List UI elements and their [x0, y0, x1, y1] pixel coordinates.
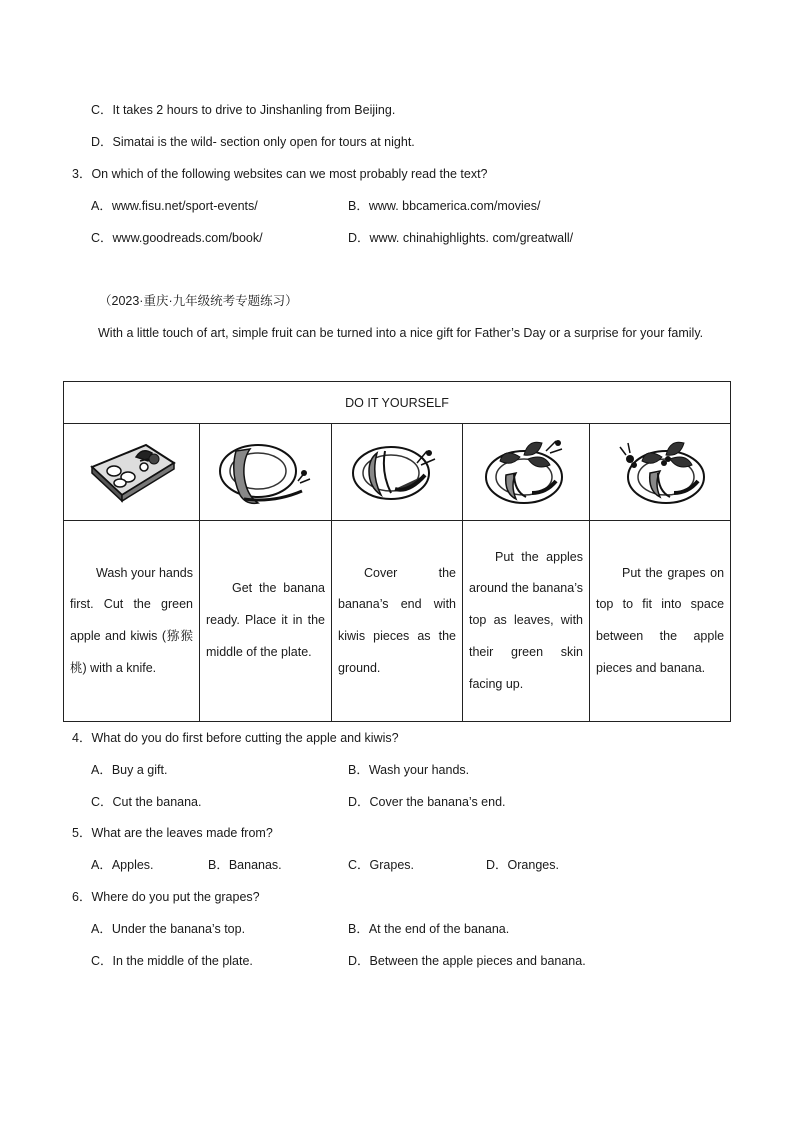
q5-option-b: B．Bananas.: [208, 858, 282, 872]
q4-option-c: C．Cut the banana.: [91, 795, 202, 809]
grapes-plate-icon: [608, 435, 712, 509]
source-tag: （2023·重庆·九年级统考专题练习）: [99, 294, 298, 308]
q6-option-b: B．At the end of the banana.: [348, 922, 510, 936]
q3-option-c: C．www.goodreads.com/book/: [91, 231, 263, 245]
q4-option-a: A．Buy a gift.: [91, 763, 168, 777]
step3-text: Cover the banana’s end with kiwis pieces as the ground.: [338, 565, 456, 675]
step4-text: Put the apples around the banana’s top as leaves, with their green skin facing up.: [469, 549, 583, 691]
step1-illustration: [64, 424, 200, 521]
step5-text: Put the grapes on top to fit into space between the apple pieces and banana.: [596, 565, 725, 675]
step4-cell: [463, 521, 590, 722]
banana-plate-icon: [214, 437, 318, 507]
step5-illustration: [590, 424, 731, 521]
q5-stem: 5．What are the leaves made from?: [72, 826, 273, 840]
q2-option-c: C．It takes 2 hours to drive to Jinshanling from Beijing.: [91, 103, 396, 117]
q5-option-d: D．Oranges.: [486, 858, 559, 872]
step2-illustration: [200, 424, 332, 521]
q3-stem: 3．On which of the following websites can we most probably read the text?: [72, 167, 488, 181]
q4-option-d: D．Cover the banana’s end.: [348, 795, 506, 809]
step3-illustration: [332, 424, 463, 521]
q5-option-c: C．Grapes.: [348, 858, 414, 872]
q3-option-b: B．www. bbcamerica.com/movies/: [348, 199, 541, 213]
q6-option-d: D．Between the apple pieces and banana.: [348, 954, 586, 968]
step1-text: Wash your hands first. Cut the green apple and kiwis (猕猴桃) with a knife.: [70, 565, 193, 675]
step2-cell: [200, 521, 332, 722]
intro-paragraph: [72, 317, 722, 349]
q4-option-b: B．Wash your hands.: [348, 763, 470, 777]
q3-option-d: D．www. chinahighlights. com/greatwall/: [348, 231, 574, 245]
diy-table: [63, 381, 731, 722]
q6-option-c: C．In the middle of the plate.: [91, 954, 253, 968]
step1-cell: [64, 521, 200, 722]
intro-text: With a little touch of art, simple fruit can be turned into a nice gift for Father’s Day or a surprise for your family.: [98, 326, 704, 340]
step4-illustration: [463, 424, 590, 521]
q3-option-a: A．www.fisu.net/sport-events/: [91, 199, 258, 213]
table-header: DO IT YOURSELF: [64, 382, 731, 424]
q6-stem: 6．Where do you put the grapes?: [72, 890, 260, 904]
q6-option-a: A．Under the banana’s top.: [91, 922, 246, 936]
step2-text: Get the banana ready. Place it in the middle of the plate.: [206, 581, 325, 659]
q5-option-a: A．Apples.: [91, 858, 154, 872]
cutting-board-icon: [84, 437, 180, 507]
q4-stem: 4．What do you do first before cutting the apple and kiwis?: [72, 731, 399, 745]
q2-option-d: D．Simatai is the wild- section only open for tours at night.: [91, 135, 415, 149]
apple-leaves-plate-icon: [476, 435, 576, 509]
step5-cell: [590, 521, 731, 722]
kiwi-plate-icon: [345, 437, 449, 507]
step3-cell: [332, 521, 463, 722]
